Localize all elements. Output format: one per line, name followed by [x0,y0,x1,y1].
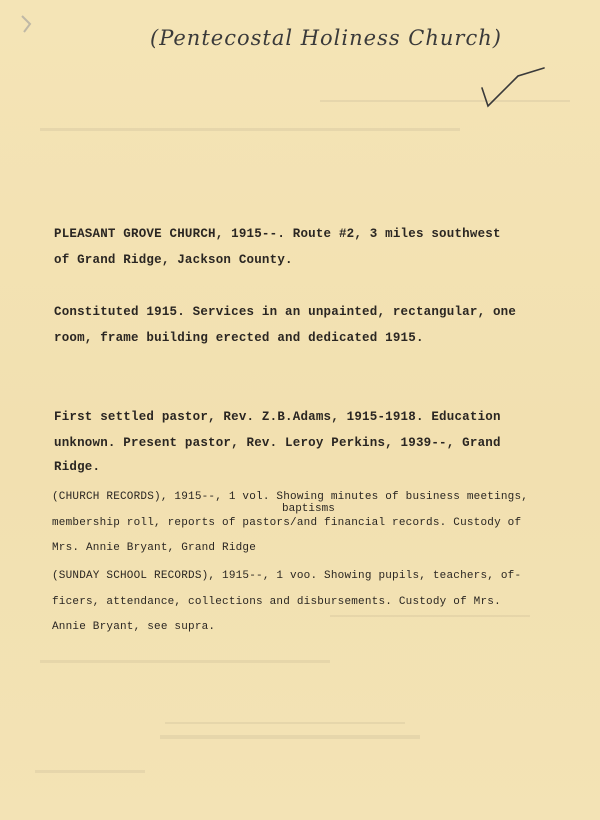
text-line-7: Ridge. [54,460,101,474]
show-through-line [40,660,330,663]
text-line-1: PLEASANT GROVE CHURCH, 1915--. Route #2, 3 miles southwest [54,227,501,241]
handwritten-note: (Pentecostal Holiness Church) [150,26,502,50]
edge-mark-icon [20,14,34,38]
show-through-line [330,615,530,617]
show-through-line [165,722,405,724]
text-line-5: First settled pastor, Rev. Z.B.Adams, 1915-1918. Education [54,410,501,424]
inserted-word: baptisms [282,503,335,515]
text-line-9: membership roll, reports of pastors/and financial records. Custody of [52,517,522,529]
text-line-10: Mrs. Annie Bryant, Grand Ridge [52,542,257,554]
text-line-13: Annie Bryant, see supra. [52,621,216,633]
show-through-line [35,770,145,773]
text-line-11: (SUNDAY SCHOOL RECORDS), 1915--, 1 voo. Showing pupils, teachers, of- [52,570,522,582]
text-line-8: (CHURCH RECORDS), 1915--, 1 vol. Showing minutes of business meetings, [52,491,529,503]
text-line-3: Constituted 1915. Services in an unpainted, rectangular, one [54,305,517,319]
show-through-line [160,735,420,739]
text-line-4: room, frame building erected and dedicated 1915. [54,331,424,345]
text-line-6: unknown. Present pastor, Rev. Leroy Perkins, 1939--, Grand [54,436,501,450]
text-line-2: of Grand Ridge, Jackson County. [54,253,293,267]
text-line-12: ficers, attendance, collections and disbursements. Custody of Mrs. [52,596,501,608]
checkmark-icon [478,66,550,112]
show-through-line [40,128,460,131]
